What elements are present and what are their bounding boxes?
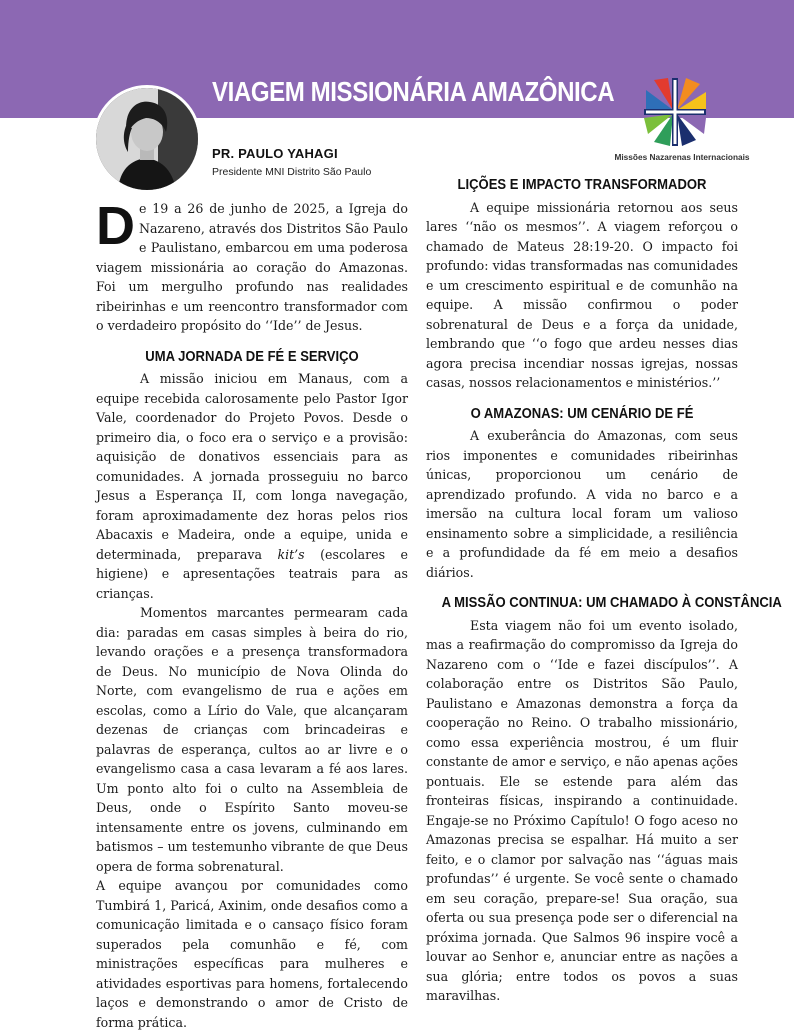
section-heading-missao: A MISSÃO CONTINUA: UM CHAMADO À CONSTÂNCIA <box>441 595 782 611</box>
author-role: Presidente MNI Distrito São Paulo <box>212 166 372 178</box>
section-heading-jornada: UMA JORNADA DE FÉ E SERVIÇO <box>145 348 359 365</box>
kits-emphasis: kit’s <box>277 546 305 562</box>
intro-paragraph <box>96 196 408 336</box>
article-column-right <box>426 176 782 1006</box>
mni-cross-icon <box>640 76 710 148</box>
drop-cap: D <box>96 196 135 256</box>
section-heading-amazonas: O AMAZONAS: UM CENÁRIO DE FÉ <box>470 405 694 422</box>
page-title: VIAGEM MISSIONÁRIA AMAZÔNICA <box>212 76 615 107</box>
section-paragraph: A equipe avançou por comunidades como Tumbirá 1, Paricá, Axinim, onde desafios como a comunicação limitada e o cansaço físico foram superados pela comunhão e fé, com ministrações específicas para mulheres e atividades esportivas para homens, fortalecendo laços e demonstrando o amor de Cristo de forma prática. <box>96 878 408 1030</box>
section-paragraph: Momentos marcantes permearam cada dia: paradas em casas simples à beira do rio, levando orações e a presença transformadora de Deus. No município de Nova Olinda do Norte, com evangelismo de rua e ações em escolas, como a Lírio do Vale, que alcançaram dezenas de crianças com brincadeiras e palavras de esperança, cultos ao ar livre e o evangelismo casa a casa levaram a fé aos lares. Um ponto alto foi o culto na Assembleia de Deus, onde o Espírito Santo moveu-se intensamente entre os jovens, culminando em batismos – um testemunho vibrante de que Deus opera de forma sobrenatural. <box>96 605 408 874</box>
section-paragraph: A exuberância do Amazonas, com seus rios imponentes e comunidades ribeirinhas únicas, proporcionou um cenário de aprendizado profundo. A vida no barco e a imersão na cultura local foram um valioso ensinamento sobre a simplicidade, a resiliência e a profundidade da fé em meio a desafios diários. <box>426 428 738 580</box>
intro-text: e 19 a 26 de junho de 2025, a Igreja do Nazareno, através dos Distritos São Paulo e Paulistano, embarcou em uma poderosa viagem missionária ao coração do Amazonas. Foi um mergulho profundo nas realidades ribeirinhas e um reencontro transformador com o verdadeiro propósito do ‘‘Ide’’ de Jesus. <box>96 201 408 333</box>
mni-logo <box>640 76 710 152</box>
section-paragraph: Esta viagem não foi um evento isolado, mas a reafirmação do compromisso da Igreja do Nazareno com o ‘‘Ide e fazei discípulos’’. A colaboração entre os Distritos São Paulo, Paulistano e Amazonas demonstra a força da cooperação no Reino. O trabalho missionário, como essa experiência mostrou, é um fluir constante de amor e serviço, e não apenas ações pontuais. Ele se estende para além das fronteiras físicas, inspirando a continuidade. Engaje-se no Próximo Capítulo! O fogo aceso no Amazonas precisa se espalhar. Há muito a ser feito, e o clamor por salvação nas ‘‘águas mais profundas’’ é urgente. Se você sente o chamado em seu coração, prepare-se! Sua oração, sua oferta ou sua presença pode ser o diferencial na próxima jornada. Que Salmos 96 inspire você a louvar ao Senhor e, anunciar entre as nações a sua glória; entre todos os povos a suas maravilhas. <box>426 617 738 1003</box>
section-paragraph: A equipe missionária retornou aos seus lares ‘‘não os mesmos’’. A viagem reforçou o chamado de Mateus 28:19-20. O impacto foi profundo: vidas transformadas nas comunidades e um crescimento espiritual e de comunhão na equipe. A missão confirmou o poder sobrenatural de Deus e a força da unidade, lembrando que ‘‘o fogo que ardeu nesses dias agora precisa incendiar nossas igrejas, nossas casas, nossos relacionamentos e ministérios.’’ <box>426 199 738 390</box>
mni-logo-text: Missões Nazarenas Internacionais <box>614 152 750 162</box>
section-paragraph: A missão iniciou em Manaus, com a equipe recebida calorosamente pelo Pastor Igor Vale, coordenador do Projeto Povos. Desde o primeiro dia, o foco era o serviço e a provisão: aquisição de donativos essenciais para as comunidades. A jornada prosseguiu no barco Jesus a Esperança II, com longa navegação, foram aproximadamente dez horas pelos rios Abacaxis e Madeira, onde a equipe, unida e determinada, preparava kit’s (escolares e higiene) e apresentações teatrais para as crianças. <box>96 371 408 601</box>
article-column-left <box>96 196 408 1032</box>
section-heading-licoes: LIÇÕES E IMPACTO TRANSFORMADOR <box>457 177 707 193</box>
author-name: PR. PAULO YAHAGI <box>212 146 338 161</box>
author-photo <box>96 88 198 190</box>
author-portrait-illustration <box>96 88 198 190</box>
